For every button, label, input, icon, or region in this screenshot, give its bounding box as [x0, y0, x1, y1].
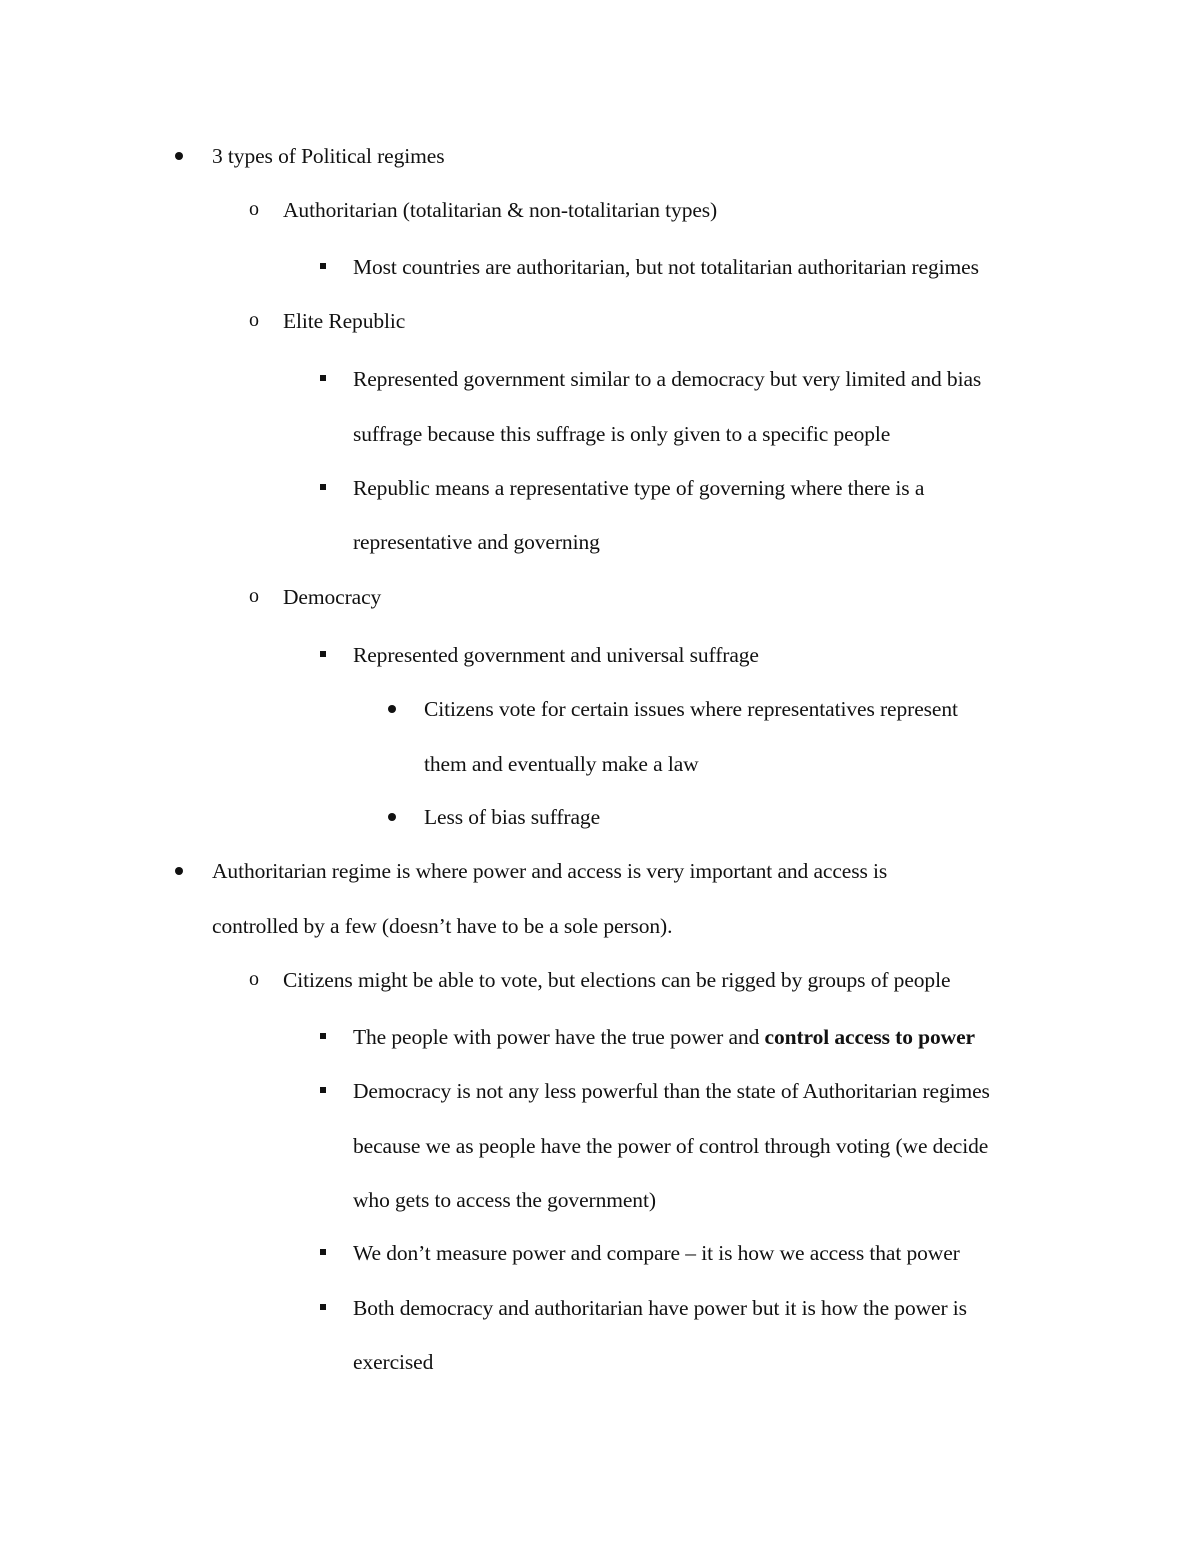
- list-item-continuation: suffrage because this suffrage is only given to a specific people: [353, 422, 891, 446]
- list-item-authoritarian: Authoritarian (totalitarian & non-totalitarian types): [283, 198, 718, 222]
- list-item-both-have-power: Both democracy and authoritarian have power but it is how the power is: [353, 1296, 967, 1320]
- bullet-circle: o: [249, 309, 259, 331]
- list-item-represented-government: Represented government similar to a democracy but very limited and bias: [353, 367, 982, 391]
- bullet-square: [320, 651, 326, 657]
- list-item-universal-suffrage: Represented government and universal suffrage: [353, 643, 759, 667]
- bullet-disc: [388, 813, 396, 821]
- list-item-democracy: Democracy: [283, 585, 382, 609]
- bullet-square: [320, 1033, 326, 1039]
- bullet-square: [320, 1249, 326, 1255]
- list-item-republic-means: Republic means a representative type of governing where there is a: [353, 476, 925, 500]
- list-item-citizens-might-vote: Citizens might be able to vote, but elections can be rigged by groups of people: [283, 968, 951, 992]
- bullet-square: [320, 375, 326, 381]
- list-item-most-countries: Most countries are authoritarian, but not totalitarian authoritarian regimes: [353, 255, 979, 279]
- bullet-square: [320, 1087, 326, 1093]
- text-bold-emphasis: control access to power: [764, 1025, 975, 1049]
- list-item-people-with-power: [353, 1023, 975, 1051]
- list-item-continuation: who gets to access the government): [353, 1188, 656, 1212]
- list-item-less-bias: Less of bias suffrage: [424, 805, 601, 829]
- bullet-circle: o: [249, 585, 259, 607]
- bullet-square: [320, 484, 326, 490]
- list-item-citizens-vote: Citizens vote for certain issues where representatives represent: [424, 697, 958, 721]
- list-item-continuation: them and eventually make a law: [424, 752, 699, 776]
- bullet-circle: o: [249, 198, 259, 220]
- bullet-disc: [388, 705, 396, 713]
- bullet-square: [320, 1304, 326, 1310]
- list-item-continuation: controlled by a few (doesn’t have to be a sole person).: [212, 914, 673, 938]
- list-item-continuation: representative and governing: [353, 530, 600, 554]
- bullet-circle: o: [249, 968, 259, 990]
- list-item-democracy-not-less: Democracy is not any less powerful than the state of Authoritarian regimes: [353, 1079, 990, 1103]
- bullet-square: [320, 263, 326, 269]
- list-item-authoritarian-regime: Authoritarian regime is where power and access is very important and access is: [212, 859, 888, 883]
- list-item-3-types: 3 types of Political regimes: [212, 144, 445, 168]
- list-item-measure-power: We don’t measure power and compare – it is how we access that power: [353, 1241, 960, 1265]
- text-plain: The people with power have the true power and: [353, 1025, 765, 1049]
- bullet-disc: [175, 152, 183, 160]
- list-item-continuation: exercised: [353, 1350, 434, 1374]
- list-item-continuation: because we as people have the power of control through voting (we decide: [353, 1134, 989, 1158]
- bullet-disc: [175, 867, 183, 875]
- list-item-elite-republic: Elite Republic: [283, 309, 406, 333]
